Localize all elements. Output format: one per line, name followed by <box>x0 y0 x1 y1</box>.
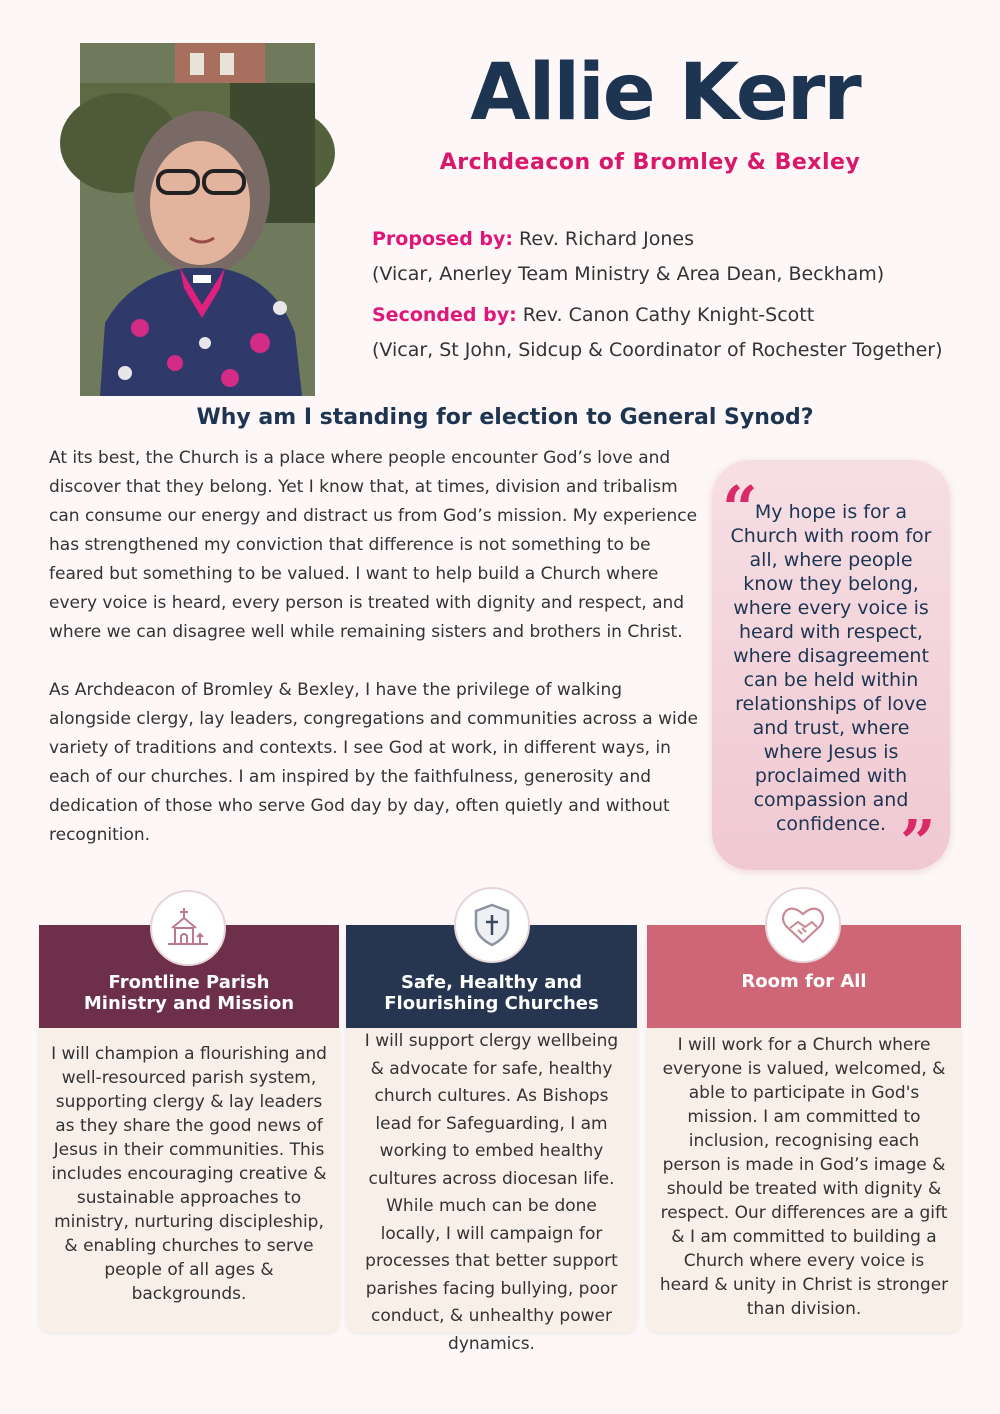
card-text: I will work for a Church where everyone is valued, welcomed, & able to participate in God's mission. I am committed to inclusion, recognising each person is made in God’s image & should be treated with dignity & respect. Our differences are a gift & I am committed to building a Church where every voice is heard & unity in Christ is stronger than division. <box>659 1035 949 1319</box>
close-quote-mark: ” <box>900 806 936 879</box>
heart-hands-icon <box>765 887 841 963</box>
card-title: Frontline Parish Ministry and Mission <box>83 972 295 1014</box>
seconded-by-line <box>372 304 814 326</box>
priority-card-parish <box>39 925 339 1333</box>
proposer-name: Rev. Richard Jones <box>513 228 694 250</box>
statement-body <box>49 444 699 850</box>
shield-cross-icon <box>454 887 530 963</box>
seconded-by-label: Seconded by: <box>372 304 517 326</box>
priority-card-room-for-all <box>647 925 961 1333</box>
pull-quote-text: My hope is for a Church with room for all, where people know they belong, where every voice is heard with respect, where disagreement can be held within relationships of love and trust, where where Jesus is proclaimed with compassion and confidence. <box>730 501 932 835</box>
pull-quote <box>712 460 950 879</box>
candidate-photo <box>80 43 315 396</box>
priority-card-safeguarding <box>346 925 637 1354</box>
proposed-by-label: Proposed by: <box>372 228 513 250</box>
statement-paragraph: At its best, the Church is a place where people encounter God’s love and discover that they belong. Yet I know that, at times, division and tribalism can consume our energy and distract us from God’s mission. My experience has strengthened my conviction that difference is not something to be feared but something to be valued. I want to help build a Church where every voice is heard, every person is treated with dignity and respect, and where we can disagree well while remaining sisters and brothers in Christ. <box>49 448 698 642</box>
candidate-name: Allie Kerr <box>470 48 860 138</box>
statement-paragraph: As Archdeacon of Bromley & Bexley, I have the privilege of walking alongside clergy, lay leaders, congregations and communities across a wide variety of traditions and contexts. I see God at work, in different ways, in each of our churches. I am inspired by the faithfulness, generosity and dedication of those who serve God day by day, often quietly and without recognition. <box>49 680 698 845</box>
seconder-name: Rev. Canon Cathy Knight-Scott <box>516 304 815 326</box>
card-text: I will champion a flourishing and well-resourced parish system, supporting clergy & lay leaders as they share the good news of Jesus in their communities. This includes encouraging creative & sustainable approaches to ministry, nurturing discipleship, & enabling churches to serve people of all ages & backgrounds. <box>51 1044 327 1304</box>
church-icon <box>150 890 226 966</box>
seconder-detail: (Vicar, St John, Sidcup & Coordinator of Rochester Together) <box>372 339 943 361</box>
section-heading: Why am I standing for election to General Synod? <box>196 405 814 430</box>
proposer-detail: (Vicar, Anerley Team Ministry & Area Dean, Beckham) <box>372 263 885 285</box>
open-quote-mark: “ <box>722 472 758 545</box>
proposed-by-line <box>372 228 694 250</box>
card-title: Room for All <box>741 971 867 992</box>
candidate-role: Archdeacon of Bromley & Bexley <box>439 150 861 175</box>
card-title: Safe, Healthy and Flourishing Churches <box>384 972 599 1014</box>
card-text: I will support clergy wellbeing & advocate for safe, healthy church cultures. As Bishops lead for Safeguarding, I am working to embed healthy cultures across diocesan life. While much can be done locally, I will campaign for processes that better support parishes facing bullying, poor conduct, & unhealthy power dynamics. <box>364 1031 619 1354</box>
